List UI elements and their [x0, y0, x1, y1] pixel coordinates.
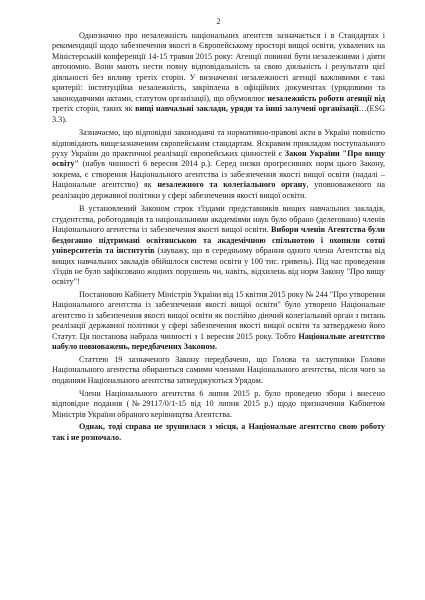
- text-run: (зауважу, що в середньому обрання одного члена Агентства від вищих навчальних закладів обійшлося системі освіти у 100 тис. гривень). Під час проведення з'їздів не було зафіксовано жодних порушень чи, навіть, відхилень від норм Закону "Про вищу освіту"!: [52, 246, 385, 287]
- text-run: , уповноваженого на реалізацію державної політики у сфері забезпечення якості вищої освіти.: [52, 180, 385, 200]
- text-run-bold: Закон України "Про вищу освіту": [52, 148, 385, 169]
- text-run: Однозначно про незалежність національних агентств зазначається і в Стандартах і рекомендації щодо забезпечення якості в Європейському просторі вищої освіти, ухвалених на Міністерській конференції 14-15 травня 2015 року: Агенції повинні бути незалежними і діяти автономно. Вони мають нести повну відповідальність за свою діяльність і результати цієї діяльності без впливу третіх сторін. У визначенні незалежності агенції важливими є такі критерії: інституційна незалежність, закріплена в офіційних документах (урядовими та законодавчими актами, статутом організації), що обумовлює: [52, 31, 385, 103]
- text-run-bold: вищі навчальні заклади, уряди та інші залучені організації: [135, 104, 359, 114]
- paragraph-cabinet-resolution: [52, 290, 385, 353]
- text-run-bold: незалежність роботи агенції від: [267, 93, 385, 103]
- text-run: Члени Національного агентства 6 липня 2015 р. було проведено збори і внесено відповідне подання (№29117/0/1-15 від 10 липня 2015 р.) щодо призначення Кабінетом Міністрів України обраного керівництва Агентства.: [52, 388, 385, 419]
- page-number: 2: [216, 17, 221, 26]
- paragraph-independence-standards: [52, 31, 385, 125]
- text-run: (набув чинності 6 вересня 2014 р.). Серед низки прогресивних норм цього Закону, зокрема, є створення Національного агентства із забезпечення якості вищої освіти (надалі – Національне агентство) як: [52, 159, 385, 190]
- text-run-bold: незалежного та колегіального органу: [157, 180, 307, 190]
- text-run-bold: Однак, тоді справа не зрушилася з місця, а Національне агентство свою роботу так і не розпочало.: [52, 422, 385, 442]
- text-run: Зазначаємо, що відповідні законодавчі та нормативно-правові акти в Україні повністю відповідають вищезазначеним європейським стандартам. Яскравим прикладом поступального руху України до практичної реалізації європейських цінностей є: [52, 128, 385, 158]
- text-run: В установлений Законом строк з'їздами представників вищих навчальних закладів, студентства, роботодавців та національними академіями наук було обрано (делеговано) членів Національного агентства із забезпечення якості вищої освіти.: [52, 204, 385, 235]
- paragraph-conclusion: [52, 422, 385, 443]
- text-run-bold: Вибори членів Агентства були бездоганно підтримані освітянською та академічною спільнотою і охопили сотні університетів та інститутів: [52, 225, 385, 256]
- paragraph-article-19: [52, 355, 385, 386]
- paragraph-elections: [52, 204, 385, 288]
- text-run: …(ESG 3.3).: [52, 104, 386, 124]
- text-run: Статтею 19 зазначеного Закону передбачено, що Голова та заступники Голови Національного агентства обираються самими членами Національного агентства, після чого за поданням Національного агентства затверджуються Урядом.: [52, 354, 385, 385]
- text-run: Постановою Кабінету Міністрів України від 15 квітня 2015 року № 244 "Про утворення Національного агентства із забезпечення якості вищої освіти" було утворено Національне агентство із забезпечення якості вищої освіти як постійно діючий колегіальний орган з питань реалізації державної політики у сфері забезпечення якості вищої освіти та затверджено його Статут. Ця постанова набрала чинності з 1 вересня 2015 року. Тобто: [52, 289, 385, 341]
- text-run-bold: Національне агентство набуло повноважень, передбачених Законом.: [52, 331, 385, 352]
- paragraph-members-meeting: [52, 389, 385, 420]
- text-run: третіх сторін, таких як: [52, 104, 136, 114]
- paragraph-law-on-higher-education: [52, 128, 385, 201]
